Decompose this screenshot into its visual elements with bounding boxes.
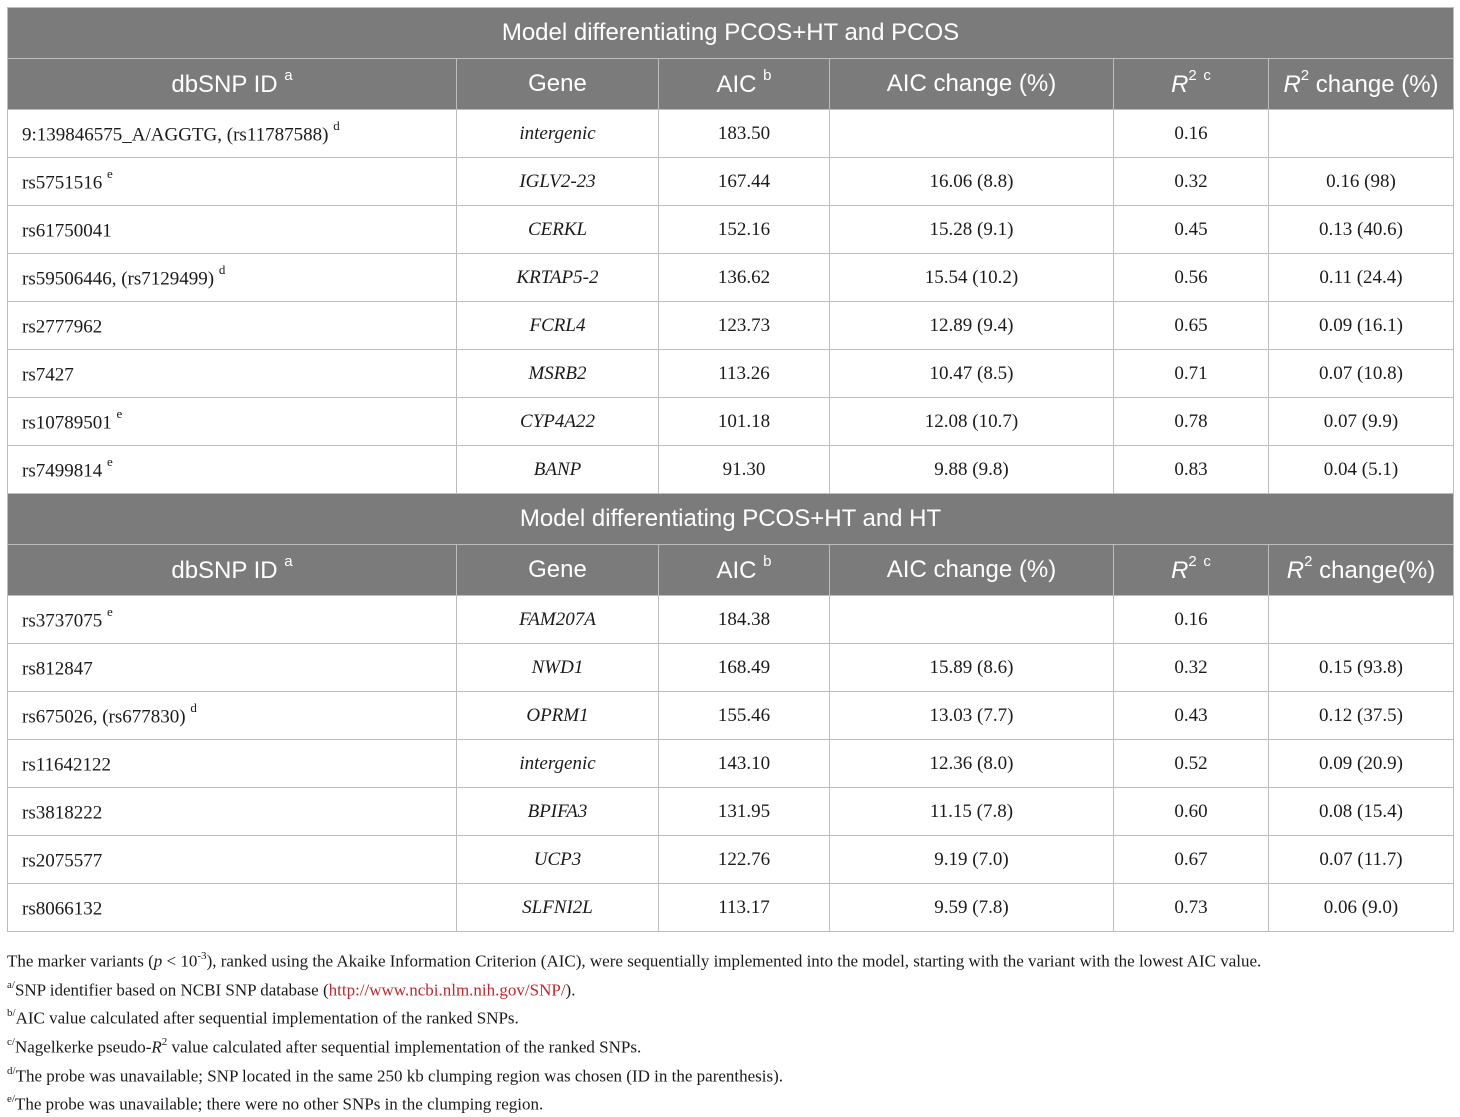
- table-row: [8, 110, 1454, 158]
- table-row: [8, 740, 1454, 788]
- cell-snp-id: 9:139846575_A/AGGTG, (rs11787588) $^d$: [8, 110, 457, 158]
- cell-aic-change: 12.89 (9.4): [830, 302, 1114, 350]
- cell-gene: CYP4A22: [457, 398, 659, 446]
- col-header-gene: Gene: [457, 59, 659, 110]
- cell-aic: 167.44: [659, 158, 830, 206]
- cell-aic-change: 9.59 (7.8): [830, 884, 1114, 932]
- cell-r2-change: [1269, 110, 1454, 158]
- cell-snp-id: rs812847: [8, 644, 457, 692]
- cell-aic: 152.16: [659, 206, 830, 254]
- cell-aic: 184.38: [659, 596, 830, 644]
- cell-aic-change: 12.08 (10.7): [830, 398, 1114, 446]
- cell-snp-id: rs2777962: [8, 302, 457, 350]
- cell-aic-change: 9.19 (7.0): [830, 836, 1114, 884]
- cell-snp-id: rs2075577: [8, 836, 457, 884]
- cell-r2: 0.32: [1114, 158, 1269, 206]
- cell-r2-change: 0.16 (98): [1269, 158, 1454, 206]
- col-header-r2-change: $R^2$ change (%): [1269, 59, 1454, 110]
- cell-aic-change: 12.36 (8.0): [830, 740, 1114, 788]
- col-header-aic: AIC $^b$: [659, 545, 830, 596]
- cell-aic-change: 10.47 (8.5): [830, 350, 1114, 398]
- cell-aic: 113.17: [659, 884, 830, 932]
- col-header-aic-change: AIC change (%): [830, 545, 1114, 596]
- cell-aic: 123.73: [659, 302, 830, 350]
- cell-snp-id: rs3737075 $^e$: [8, 596, 457, 644]
- cell-r2-change: 0.04 (5.1): [1269, 446, 1454, 494]
- table-row: [8, 884, 1454, 932]
- table2-header-row: [8, 545, 1454, 596]
- table1-body: [8, 8, 1454, 494]
- cell-aic: 136.62: [659, 254, 830, 302]
- table-row: [8, 788, 1454, 836]
- cell-gene: KRTAP5-2: [457, 254, 659, 302]
- cell-gene: intergenic: [457, 740, 659, 788]
- table-row: [8, 206, 1454, 254]
- cell-aic-change: 16.06 (8.8): [830, 158, 1114, 206]
- table-row: [8, 398, 1454, 446]
- cell-r2-change: 0.07 (9.9): [1269, 398, 1454, 446]
- table-footnotes: [7, 945, 1453, 1117]
- cell-gene: FAM207A: [457, 596, 659, 644]
- table-row: [8, 644, 1454, 692]
- cell-r2-change: 0.06 (9.0): [1269, 884, 1454, 932]
- cell-aic-change: 9.88 (9.8): [830, 446, 1114, 494]
- ncbi-snp-link[interactable]: http://www.ncbi.nlm.nih.gov/SNP/: [328, 980, 566, 1000]
- cell-aic: 131.95: [659, 788, 830, 836]
- cell-snp-id: rs3818222: [8, 788, 457, 836]
- col-header-snp: dbSNP ID $^a$: [8, 59, 457, 110]
- footnote-main: The marker variants $(p < 10^{-3})$, ranked using the Akaike Information Criterion (AIC), were sequentially implemented into the model, starting with the variant with the lowest AIC value.: [7, 950, 1262, 971]
- cell-r2: 0.52: [1114, 740, 1269, 788]
- cell-aic: 113.26: [659, 350, 830, 398]
- cell-r2: 0.32: [1114, 644, 1269, 692]
- cell-gene: SLFNI2L: [457, 884, 659, 932]
- cell-aic: 122.76: [659, 836, 830, 884]
- cell-gene: NWD1: [457, 644, 659, 692]
- table1-title: Model differentiating PCOS+HT and PCOS: [8, 8, 1454, 59]
- cell-aic-change: 15.28 (9.1): [830, 206, 1114, 254]
- table2-body: [8, 494, 1454, 932]
- cell-r2: 0.43: [1114, 692, 1269, 740]
- cell-r2-change: 0.12 (37.5): [1269, 692, 1454, 740]
- cell-gene: OPRM1: [457, 692, 659, 740]
- table-row: [8, 350, 1454, 398]
- cell-r2: 0.78: [1114, 398, 1269, 446]
- cell-aic: 168.49: [659, 644, 830, 692]
- cell-r2-change: 0.09 (16.1): [1269, 302, 1454, 350]
- cell-aic-change: 13.03 (7.7): [830, 692, 1114, 740]
- cell-aic: 101.18: [659, 398, 830, 446]
- cell-aic-change: 15.54 (10.2): [830, 254, 1114, 302]
- cell-r2-change: 0.15 (93.8): [1269, 644, 1454, 692]
- cell-r2-change: [1269, 596, 1454, 644]
- cell-r2-change: 0.08 (15.4): [1269, 788, 1454, 836]
- cell-gene: IGLV2-23: [457, 158, 659, 206]
- cell-r2: 0.71: [1114, 350, 1269, 398]
- cell-aic-change: [830, 596, 1114, 644]
- snp-model-table: [7, 7, 1454, 932]
- footnote-e: $^{e/}$The probe was unavailable; there were no other SNPs in the clumping region.: [7, 1093, 544, 1114]
- col-header-aic: AIC $^b$: [659, 59, 830, 110]
- cell-r2-change: 0.07 (11.7): [1269, 836, 1454, 884]
- cell-aic-change: 15.89 (8.6): [830, 644, 1114, 692]
- cell-r2-change: 0.07 (10.8): [1269, 350, 1454, 398]
- cell-snp-id: rs59506446, (rs7129499) $^d$: [8, 254, 457, 302]
- cell-snp-id: rs10789501 $^e$: [8, 398, 457, 446]
- cell-gene: UCP3: [457, 836, 659, 884]
- cell-r2: 0.60: [1114, 788, 1269, 836]
- table2-title: Model differentiating PCOS+HT and HT: [8, 494, 1454, 545]
- table-row: [8, 446, 1454, 494]
- cell-gene: BPIFA3: [457, 788, 659, 836]
- cell-r2: 0.16: [1114, 110, 1269, 158]
- cell-r2: 0.65: [1114, 302, 1269, 350]
- cell-gene: FCRL4: [457, 302, 659, 350]
- col-header-aic-change: AIC change (%): [830, 59, 1114, 110]
- cell-r2: 0.73: [1114, 884, 1269, 932]
- cell-r2-change: 0.09 (20.9): [1269, 740, 1454, 788]
- cell-snp-id: rs675026, (rs677830) $^d$: [8, 692, 457, 740]
- cell-r2: 0.83: [1114, 446, 1269, 494]
- cell-gene: MSRB2: [457, 350, 659, 398]
- table-row: [8, 596, 1454, 644]
- table-row: [8, 692, 1454, 740]
- cell-aic: 143.10: [659, 740, 830, 788]
- footnote-d: $^{d/}$The probe was unavailable; SNP located in the same 250 kb clumping region was chosen (ID in the parenthesis).: [7, 1064, 784, 1086]
- footnote-b: $^{b/}$AIC value calculated after sequential implementation of the ranked SNPs.: [7, 1007, 519, 1028]
- cell-snp-id: rs5751516 $^e$: [8, 158, 457, 206]
- col-header-r2-change: $R^2$ change(%): [1269, 545, 1454, 596]
- table-row: [8, 302, 1454, 350]
- table2-title-row: [8, 494, 1454, 545]
- table-row: [8, 254, 1454, 302]
- col-header-snp: dbSNP ID $^a$: [8, 545, 457, 596]
- cell-r2-change: 0.11 (24.4): [1269, 254, 1454, 302]
- cell-r2: 0.16: [1114, 596, 1269, 644]
- cell-aic: 183.50: [659, 110, 830, 158]
- cell-gene: intergenic: [457, 110, 659, 158]
- cell-r2: 0.56: [1114, 254, 1269, 302]
- cell-snp-id: rs7427: [8, 350, 457, 398]
- cell-aic-change: 11.15 (7.8): [830, 788, 1114, 836]
- footnote-c: $^{c/}$Nagelkerke pseudo-$R^2$ value calculated after sequential implementation of the ranked SNPs.: [7, 1035, 642, 1057]
- table1-title-row: [8, 8, 1454, 59]
- cell-gene: CERKL: [457, 206, 659, 254]
- cell-gene: BANP: [457, 446, 659, 494]
- cell-snp-id: rs61750041: [8, 206, 457, 254]
- cell-r2: 0.45: [1114, 206, 1269, 254]
- cell-snp-id: rs8066132: [8, 884, 457, 932]
- table1-header-row: [8, 59, 1454, 110]
- cell-r2-change: 0.13 (40.6): [1269, 206, 1454, 254]
- table-row: [8, 836, 1454, 884]
- cell-aic: 91.30: [659, 446, 830, 494]
- col-header-gene: Gene: [457, 545, 659, 596]
- table-row: [8, 158, 1454, 206]
- cell-aic: 155.46: [659, 692, 830, 740]
- cell-snp-id: rs7499814 $^e$: [8, 446, 457, 494]
- footnote-a: $^{a/}$SNP identifier based on NCBI SNP database (http://www.ncbi.nlm.nih.gov/SNP/).: [7, 978, 576, 1000]
- cell-snp-id: rs11642122: [8, 740, 457, 788]
- col-header-r2: $R^2$ $^c$: [1114, 59, 1269, 110]
- cell-r2: 0.67: [1114, 836, 1269, 884]
- cell-aic-change: [830, 110, 1114, 158]
- col-header-r2: $R^2$ $^c$: [1114, 545, 1269, 596]
